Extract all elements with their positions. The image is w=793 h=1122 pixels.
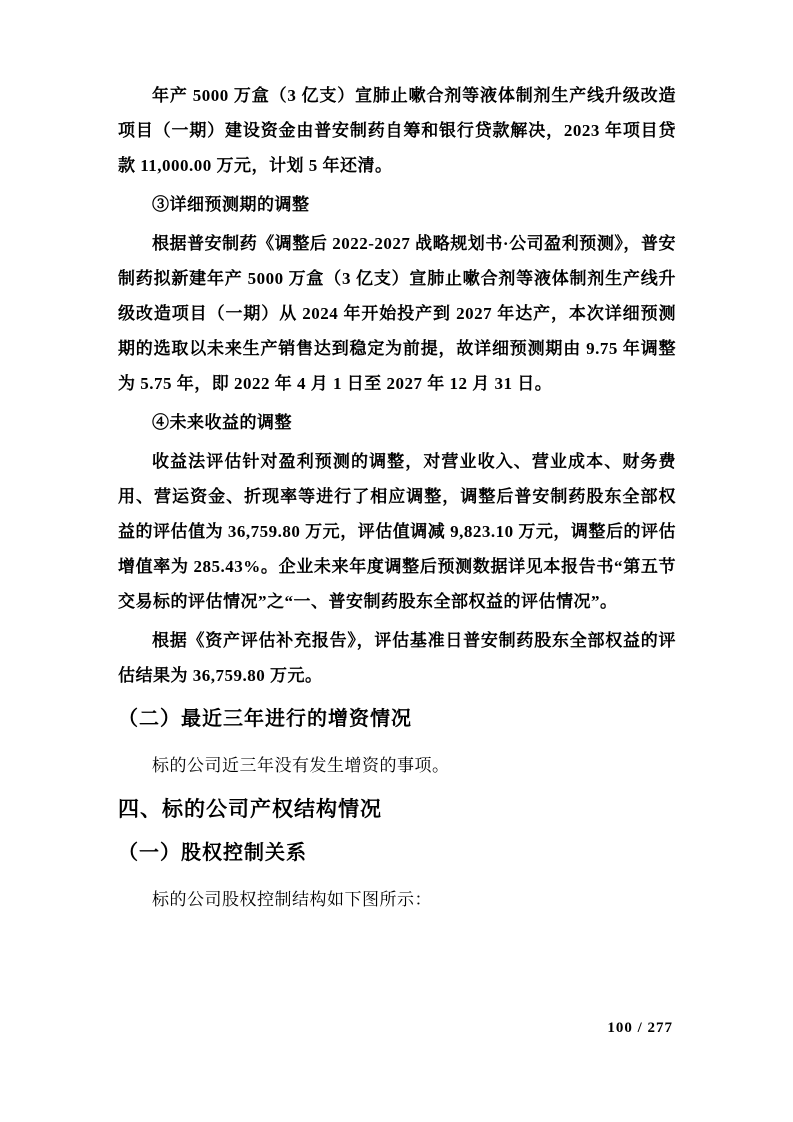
para-no-capital-increase: 标的公司近三年没有发生增资的事项。 [152,756,450,775]
subheading-forecast-period-adjustment: ③详细预测期的调整 [152,195,310,214]
heading-equity-control-relationship: （一）股权控制关系 [118,842,307,864]
para-future-income-adjustment: 收益法评估针对盈利预测的调整，对营业收入、营业成本、财务费用、营运资金、折现率等进行了相应调整，调整后普安制药股东全部权益的评估值为 36,759.80 万元，评估值调减 9,823.10 万元，调整后的评估增值率为 285.43%。企业未来年度调整后预测数据详见本报告书“第五节 交易标的评估情况”之“一、普安制药股东全部权益的评估情况”。 [118,452,694,611]
heading-ownership-structure: 四、标的公司产权结构情况 [118,798,382,821]
para-equity-structure-intro: 标的公司股权控制结构如下图所示： [152,890,432,909]
heading-recent-capital-increase: （二）最近三年进行的增资情况 [118,708,412,730]
para-forecast-period-adjustment: 根据普安制药《调整后 2022-2027 战略规划书·公司盈利预测》，普安制药拟新建年产 5000 万盒（3 亿支）宣肺止嗽合剂等液体制剂生产线升级改造项目（一期）从 2024 年开始投产到 2027 年达产，本次详细预测期的选取以未来生产销售达到稳定为前提，故详细预测期由 9.75 年调整为 5.75 年，即 2022 年 4 月 1 日至 2027 年 12 月 31 日。 [118,234,676,393]
para-project-funding: 年产 5000 万盒（3 亿支）宣肺止嗽合剂等液体制剂生产线升级改造项目（一期）建设资金由普安制药自筹和银行贷款解决，2023 年项目贷款 11,000.00 万元，计划 5 年还清。 [118,86,676,175]
subheading-future-income-adjustment: ④未来收益的调整 [152,413,292,432]
para-supplement-report-result: 根据《资产评估补充报告》，评估基准日普安制药股东全部权益的评估结果为 36,759.80 万元。 [118,631,676,685]
page-content [118,78,694,921]
page-number: 100 / 277 [607,1020,673,1036]
